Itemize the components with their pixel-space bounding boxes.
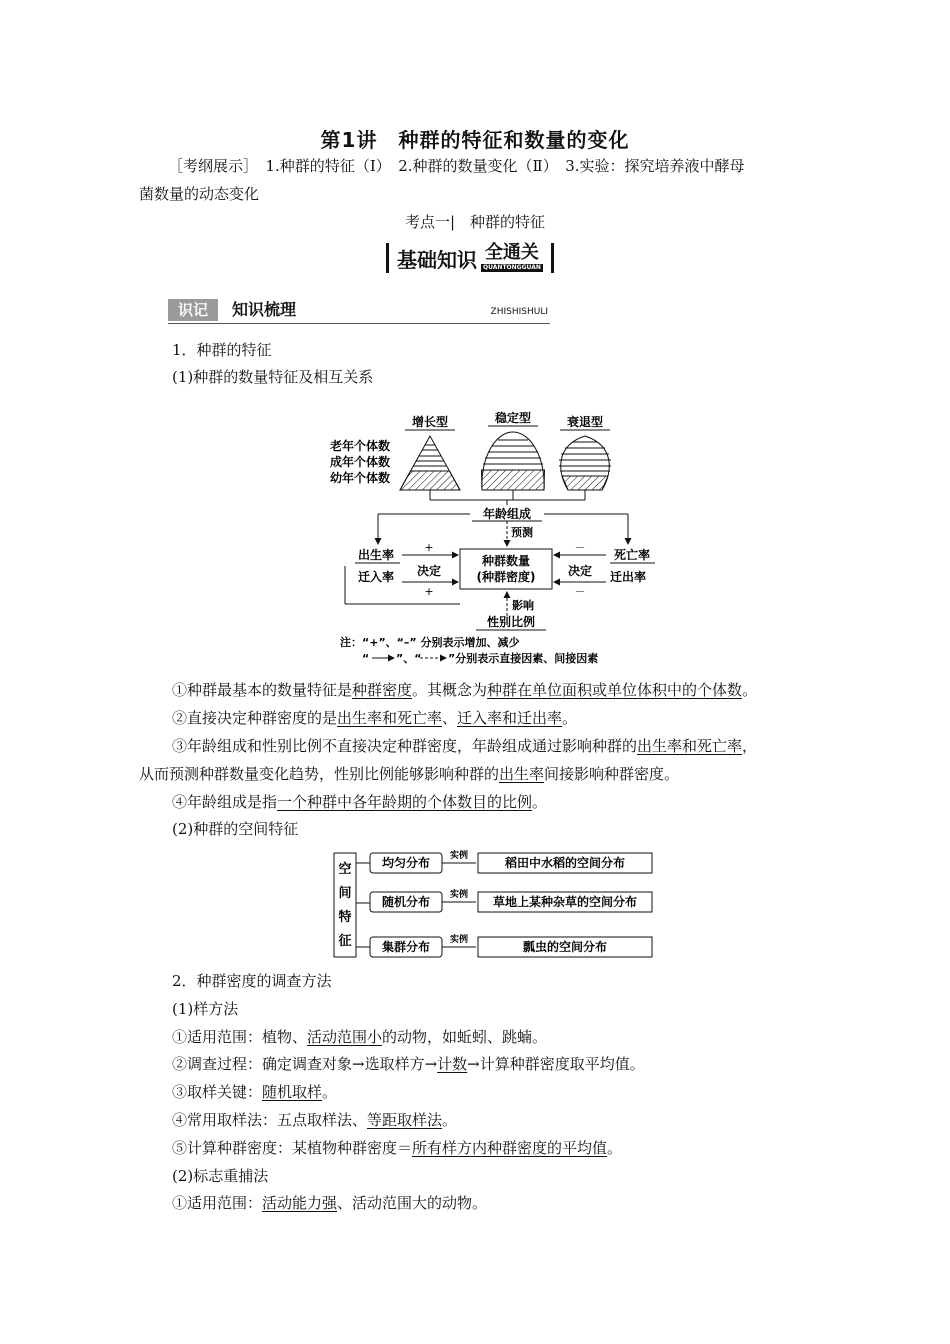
s2-line-6-c: 、活动范围大的动物。 — [337, 1194, 488, 1212]
row-random-example-tag: 实例 — [449, 890, 469, 900]
birth-rate: 出生率 — [358, 548, 395, 562]
row-clumped — [370, 933, 652, 957]
death-rate: 死亡率 — [614, 548, 651, 562]
s1-sub1: (1)种群的数量特征及相互关系 — [172, 368, 374, 386]
section-banner — [386, 243, 554, 273]
banner-sub — [481, 244, 543, 272]
para-2-a: ②直接决定种群密度的是 — [172, 709, 338, 727]
population-density-diagram — [310, 404, 660, 669]
row-random-type: 随机分布 — [381, 895, 431, 909]
s2-line-6 — [172, 1192, 487, 1214]
knowledge-section-bar — [168, 299, 550, 324]
banner-main: 基础知识 — [397, 247, 477, 272]
para-1-a: ①种群最基本的数量特征是 — [172, 681, 353, 699]
row-uniform-type: 均匀分布 — [381, 856, 431, 870]
sex-ratio-label: 性别比例 — [486, 615, 536, 629]
emigration-rate: 迁出率 — [610, 570, 647, 584]
s1-heading: 1．种群的特征 — [172, 341, 272, 359]
age-old: 老年个体数 — [330, 439, 391, 453]
para-1-c: 。其概念为 — [412, 681, 488, 699]
page-title: 第1讲 种群的特征和数量的变化 — [320, 128, 630, 152]
s2-line-6-key: 活动能力强 — [262, 1194, 338, 1212]
side-char-3: 特 — [338, 910, 352, 925]
s2-line-2-c: →计算种群密度取平均值。 — [467, 1055, 645, 1073]
syllabus-line-1: ［考纲展示］ 1.种群的特征（Ⅰ） 2.种群的数量变化（Ⅱ） 3.实验：探究培养液中酵母 — [168, 157, 745, 175]
type-growth: 增长型 — [411, 415, 449, 429]
s2-line-6-a: ①适用范围： — [172, 1194, 263, 1212]
type-decline: 衰退型 — [566, 415, 604, 429]
plus-bottom: + — [424, 585, 434, 598]
s2-line-5-a: ⑤计算种群密度：某植物种群密度＝ — [172, 1139, 413, 1157]
minus-top: － — [574, 541, 586, 554]
section-tag: 识记 — [168, 299, 218, 321]
growth-pyramid — [400, 436, 460, 490]
s2-line-3-c: 。 — [322, 1083, 338, 1101]
stable-bell — [482, 432, 545, 490]
s2-line-1-c: 的动物，如蚯蚓、跳蝻。 — [382, 1028, 548, 1046]
predict-label: 预测 — [511, 526, 533, 539]
row-random — [370, 888, 652, 912]
immigration-rate: 迁入率 — [358, 570, 395, 584]
s2-line-4 — [172, 1109, 457, 1131]
s2-line-2-a: ②调查过程：确定调查对象→选取样方→ — [172, 1055, 438, 1073]
s1-sub2: (2)种群的空间特征 — [172, 820, 299, 838]
population-size-label: 种群数量 — [481, 554, 531, 568]
para-2-c: 、 — [442, 709, 458, 727]
spatial-distribution-diagram — [332, 849, 657, 959]
note-1: 注：“+”、“–” 分别表示增加、减少 — [340, 636, 520, 649]
para-2-key2: 迁入率和迁出率 — [457, 709, 563, 727]
note-2-open: “ — [362, 652, 370, 665]
row-clumped-example: 瓢虫的空间分布 — [522, 940, 608, 954]
para-3-line-2 — [139, 763, 679, 785]
row-clumped-example-tag: 实例 — [449, 935, 469, 945]
para-4 — [172, 791, 547, 813]
para-2-e: 。 — [562, 709, 578, 727]
para-3-key2: 出生率 — [499, 765, 545, 783]
para-4-a: ④年龄组成是指 — [172, 793, 278, 811]
type-stable: 稳定型 — [494, 411, 532, 425]
s2-line-2-key: 计数 — [437, 1055, 468, 1073]
note-2-mid: ”、“ — [396, 652, 422, 665]
side-char-2: 间 — [338, 886, 352, 901]
para-3-line-1 — [172, 735, 757, 757]
influence-label: 影响 — [512, 599, 534, 612]
para-3-c: ， — [742, 737, 758, 755]
para-1 — [172, 679, 757, 701]
row-clumped-type: 集群分布 — [381, 940, 431, 954]
s2-line-1-a: ①适用范围：植物、 — [172, 1028, 308, 1046]
s2-line-1 — [172, 1026, 547, 1048]
section-title: 知识梳理 — [232, 300, 297, 319]
s2-sub2: (2)标志重捕法 — [172, 1167, 269, 1185]
decide-left: 决定 — [416, 564, 442, 578]
para-3-d: 从而预测种群数量变化趋势，性别比例能够影响种群的 — [139, 765, 500, 783]
s2-line-3-key: 随机取样 — [262, 1083, 323, 1101]
row-uniform-example-tag: 实例 — [449, 851, 469, 861]
side-char-1: 空 — [338, 862, 352, 877]
row-random-example: 草地上某种杂草的空间分布 — [492, 895, 638, 909]
s2-line-4-key: 等距取样法 — [367, 1111, 443, 1129]
para-3-f: 间接影响种群密度。 — [544, 765, 680, 783]
s2-line-5 — [172, 1137, 622, 1159]
para-4-c: 。 — [532, 793, 548, 811]
age-young: 幼年个体数 — [330, 471, 391, 485]
s2-sub1: (1)样方法 — [172, 1000, 239, 1018]
s2-line-3-a: ③取样关键： — [172, 1083, 263, 1101]
decline-urn — [559, 436, 611, 490]
s2-line-2 — [172, 1053, 645, 1075]
age-structure-label: 年龄组成 — [482, 507, 532, 521]
s2-line-4-a: ④常用取样法：五点取样法、 — [172, 1111, 368, 1129]
para-2 — [172, 707, 577, 729]
s2-line-1-key: 活动范围小 — [307, 1028, 383, 1046]
s2-heading: 2．种群密度的调查方法 — [172, 972, 332, 990]
age-adult: 成年个体数 — [330, 455, 391, 469]
population-density-label: (种群密度) — [476, 570, 536, 584]
decide-right: 决定 — [567, 564, 593, 578]
para-3-key1: 出生率和死亡率 — [637, 737, 743, 755]
banner-sub-text: 全通关 — [484, 242, 539, 263]
para-2-key1: 出生率和死亡率 — [337, 709, 443, 727]
s2-line-4-c: 。 — [442, 1111, 458, 1129]
syllabus-line-2: 菌数量的动态变化 — [139, 185, 260, 203]
s2-line-5-key: 所有样方内种群密度的平均值 — [412, 1139, 608, 1157]
row-uniform — [370, 849, 652, 873]
para-1-e: 。 — [742, 681, 758, 699]
point-heading: 考点一| 种群的特征 — [404, 213, 546, 231]
plus-top: + — [424, 541, 434, 554]
minus-bottom: － — [574, 585, 586, 598]
para-4-key: 一个种群中各年龄期的个体数目的比例 — [277, 793, 533, 811]
section-pinyin: ZHISHISHULI — [490, 307, 548, 317]
row-uniform-example: 稻田中水稻的空间分布 — [504, 856, 626, 870]
s2-line-3 — [172, 1081, 337, 1103]
banner-pinyin: QUANTONGGUAN — [483, 264, 541, 271]
side-char-4: 征 — [338, 934, 352, 949]
s2-line-5-c: 。 — [607, 1139, 623, 1157]
note-2-end: ”分别表示直接因素、间接因素 — [448, 652, 599, 665]
para-3-a: ③年龄组成和性别比例不直接决定种群密度，年龄组成通过影响种群的 — [172, 737, 638, 755]
para-1-def: 种群在单位面积或单位体积中的个体数 — [487, 681, 743, 699]
para-1-key: 种群密度 — [352, 681, 413, 699]
